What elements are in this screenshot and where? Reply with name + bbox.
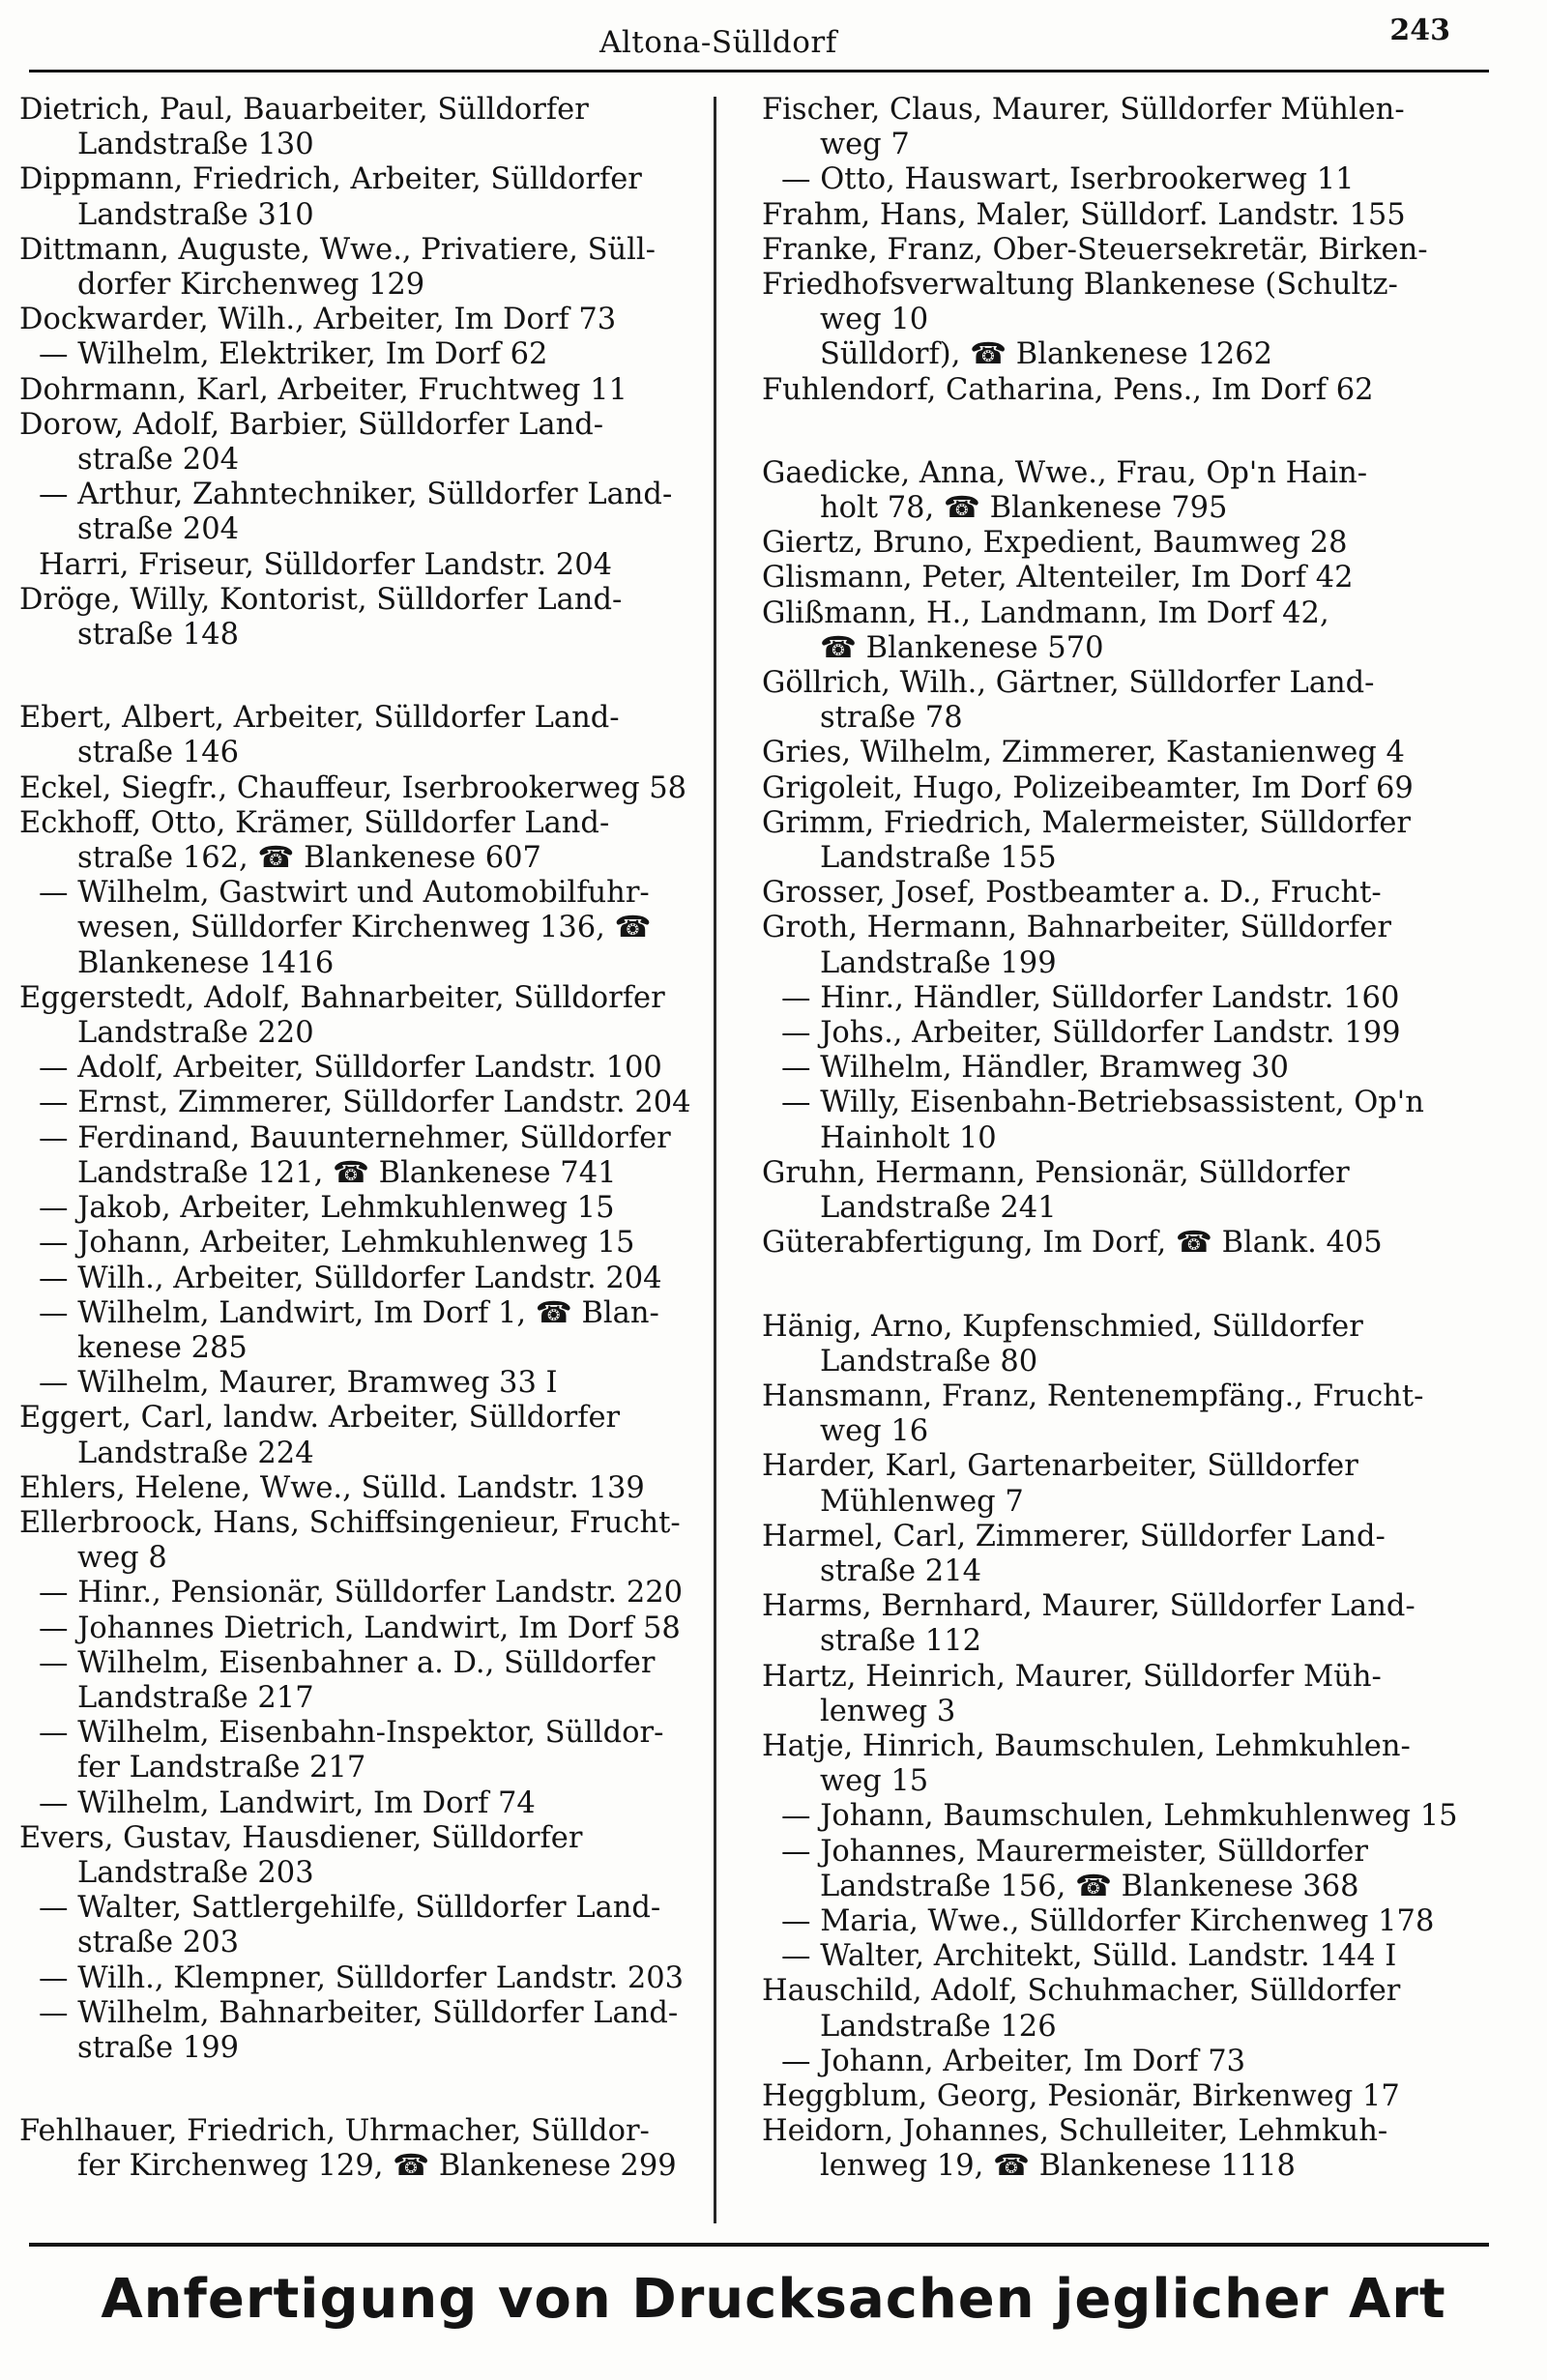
directory-entry: Fischer, Claus, Maurer, Sülldorfer Mühlen- weg 7 [762, 93, 1405, 162]
directory-entry: — Arthur, Zahntechniker, Sülldorfer Land- straße 204 [39, 478, 673, 547]
directory-entry: — Otto, Hauswart, Iserbrookerweg 11 [781, 162, 1355, 197]
directory-entry: — Wilhelm, Bahnarbeiter, Sülldorfer Land- straße 199 [39, 1995, 679, 2065]
directory-entry: Grimm, Friedrich, Malermeister, Sülldorfer Landstraße 155 [762, 805, 1411, 876]
directory-entry: — Wilhelm, Maurer, Bramweg 33 I [39, 1366, 558, 1401]
directory-entry: Heidorn, Johannes, Schulleiter, Lehmkuh- lenweg 19, ☎ Blankenese 1118 [762, 2114, 1388, 2184]
directory-entry: Hauschild, Adolf, Schuhmacher, Sülldorfer Landstraße 126 [762, 1974, 1401, 2044]
directory-entry: — Ferdinand, Bauunternehmer, Sülldorfer Landstraße 121, ☎ Blankenese 741 [39, 1120, 671, 1190]
footer [0, 2243, 1547, 2349]
directory-entry: Harmel, Carl, Zimmerer, Sülldorfer Land- straße 214 [762, 1519, 1386, 1588]
directory-entry: — Johannes Dietrich, Landwirt, Im Dorf 58 [39, 1611, 681, 1645]
footer-rule [29, 2243, 1489, 2247]
directory-entry: Dietrich, Paul, Bauarbeiter, Sülldorfer Landstraße 130 [19, 93, 589, 162]
directory-entry: Grigoleit, Hugo, Polizeibeamter, Im Dorf 69 [762, 770, 1414, 805]
directory-entry: Fehlhauer, Friedrich, Uhrmacher, Sülldor- fer Kirchenweg 129, ☎ Blankenese 299 [19, 2114, 677, 2184]
directory-entry: Frahm, Hans, Maler, Sülldorf. Landstr. 155 [762, 197, 1406, 232]
directory-entry: — Wilhelm, Händler, Bramweg 30 [781, 1051, 1289, 1086]
directory-entry: Eckel, Siegfr., Chauffeur, Iserbrookerweg 58 [19, 770, 687, 805]
directory-entry: Grosser, Josef, Postbeamter a. D., Frucht- [762, 876, 1382, 911]
directory-entry: Hatje, Hinrich, Baumschulen, Lehmkuhlen- weg 15 [762, 1728, 1411, 1799]
directory-entry: Heggblum, Georg, Pesionär, Birkenweg 17 [762, 2078, 1400, 2113]
directory-entry: Eckhoff, Otto, Krämer, Sülldorfer Land- straße 162, ☎ Blankenese 607 [19, 805, 610, 876]
directory-entry: Ebert, Albert, Arbeiter, Sülldorfer Land- straße 146 [19, 701, 620, 770]
directory-entry: — Walter, Sattlergehilfe, Sülldorfer Land- straße 203 [39, 1891, 661, 1960]
directory-entry: Dorow, Adolf, Barbier, Sülldorfer Land- straße 204 [19, 407, 604, 478]
directory-entry: — Wilhelm, Elektriker, Im Dorf 62 [39, 337, 548, 372]
directory-entry: Eggert, Carl, landw. Arbeiter, Sülldorfer Landstraße 224 [19, 1401, 621, 1470]
directory-entry: Gaedicke, Anna, Wwe., Frau, Op'n Hain- holt 78, ☎ Blankenese 795 [762, 455, 1368, 526]
directory-entry: — Johs., Arbeiter, Sülldorfer Landstr. 199 [781, 1016, 1401, 1051]
directory-entry: — Johannes, Maurermeister, Sülldorfer Landstraße 156, ☎ Blankenese 368 [781, 1834, 1368, 1903]
directory-entry: Ehlers, Helene, Wwe., Sülld. Landstr. 139 [19, 1470, 645, 1505]
directory-entry: Evers, Gustav, Hausdiener, Sülldorfer Landstraße 203 [19, 1820, 583, 1890]
directory-entry: Güterabfertigung, Im Dorf, ☎ Blank. 405 [762, 1226, 1383, 1261]
directory-entry: Harri, Friseur, Sülldorfer Landstr. 204 [39, 547, 613, 582]
directory-entry: Dröge, Willy, Kontorist, Sülldorfer Land- straße 148 [19, 582, 623, 653]
directory-entry: — Wilhelm, Gastwirt und Automobilfuhr- wesen, Sülldorfer Kirchenweg 136, ☎ Blankenese 1416 [39, 876, 652, 980]
directory-entry: Göllrich, Wilh., Gärtner, Sülldorfer Land- straße 78 [762, 666, 1375, 736]
directory-entry: Dippmann, Friedrich, Arbeiter, Sülldorfer Landstraße 310 [19, 162, 642, 232]
directory-entry: — Wilh., Klempner, Sülldorfer Landstr. 203 [39, 1960, 685, 1995]
advertisement-banner: Anfertigung von Drucksachen jeglicher Art [101, 2268, 1446, 2331]
directory-entry: Eggerstedt, Adolf, Bahnarbeiter, Sülldorfer Landstraße 220 [19, 980, 665, 1051]
directory-entry: — Johann, Arbeiter, Im Dorf 73 [781, 2044, 1246, 2078]
directory-entry: — Adolf, Arbeiter, Sülldorfer Landstr. 100 [39, 1051, 662, 1086]
directory-entry: Hänig, Arno, Kupfenschmied, Sülldorfer Landstraße 80 [762, 1309, 1363, 1379]
directory-entry: Dittmann, Auguste, Wwe., Privatiere, Süll- dorfer Kirchenweg 129 [19, 232, 656, 303]
directory-entry: — Maria, Wwe., Sülldorfer Kirchenweg 178 [781, 1903, 1435, 1938]
directory-entry: Glißmann, H., Landmann, Im Dorf 42, ☎ Blankenese 570 [762, 595, 1329, 665]
directory-entry: Friedhofsverwaltung Blankenese (Schultz- weg 10 Sülldorf), ☎ Blankenese 1262 [762, 268, 1398, 372]
right-column [752, 93, 1458, 2185]
directory-entry: — Wilhelm, Eisenbahner a. D., Sülldorfer Landstraße 217 [39, 1645, 656, 1715]
directory-entry: Franke, Franz, Ober-Steuersekretär, Birken- [762, 232, 1428, 267]
running-head [0, 14, 1547, 68]
directory-entry: Gries, Wilhelm, Zimmerer, Kastanienweg 4 [762, 736, 1405, 770]
column-divider [714, 97, 716, 2223]
directory-entry: — Wilhelm, Landwirt, Im Dorf 74 [39, 1785, 536, 1820]
directory-entry: Ellerbroock, Hans, Schiffsingenieur, Frucht- weg 8 [19, 1505, 681, 1576]
directory-entry: Harder, Karl, Gartenarbeiter, Sülldorfer Mühlenweg 7 [762, 1449, 1358, 1519]
directory-entry: — Wilhelm, Eisenbahn-Inspektor, Sülldor- fer Landstraße 217 [39, 1716, 664, 1785]
directory-entry: — Walter, Architekt, Sülld. Landstr. 144 I [781, 1939, 1397, 1974]
page-title: Altona-Sülldorf [599, 25, 837, 60]
directory-entry: Giertz, Bruno, Expedient, Baumweg 28 [762, 526, 1348, 561]
directory-entry: Hansmann, Franz, Rentenempfäng., Frucht- weg 16 [762, 1379, 1424, 1449]
page-number: 243 [1389, 14, 1450, 47]
directory-entry: Glismann, Peter, Altenteiler, Im Dorf 42 [762, 561, 1354, 595]
directory-entry: — Hinr., Pensionär, Sülldorfer Landstr. 220 [39, 1576, 684, 1611]
directory-entry: Dohrmann, Karl, Arbeiter, Fruchtweg 11 [19, 372, 628, 407]
directory-entry: — Willy, Eisenbahn-Betriebsassistent, Op'n Hainholt 10 [781, 1086, 1424, 1155]
directory-entry: — Wilh., Arbeiter, Sülldorfer Landstr. 204 [39, 1261, 662, 1295]
directory-entry: Dockwarder, Wilh., Arbeiter, Im Dorf 73 [19, 303, 617, 337]
left-column [10, 93, 715, 2185]
directory-entry: Hartz, Heinrich, Maurer, Sülldorfer Müh- lenweg 3 [762, 1659, 1382, 1728]
directory-entry: Harms, Bernhard, Maurer, Sülldorfer Land- straße 112 [762, 1589, 1416, 1659]
directory-entry: Gruhn, Hermann, Pensionär, Sülldorfer Landstraße 241 [762, 1155, 1350, 1226]
directory-entry: — Hinr., Händler, Sülldorfer Landstr. 160 [781, 980, 1400, 1015]
directory-entry: Fuhlendorf, Catharina, Pens., Im Dorf 62 [762, 372, 1374, 407]
directory-entry: — Ernst, Zimmerer, Sülldorfer Landstr. 204 [39, 1086, 691, 1120]
directory-entry: — Jakob, Arbeiter, Lehmkuhlenweg 15 [39, 1191, 615, 1226]
directory-entry: — Johann, Baumschulen, Lehmkuhlenweg 15 [781, 1799, 1458, 1834]
header-rule [29, 70, 1489, 73]
directory-entry: Groth, Hermann, Bahnarbeiter, Sülldorfer Landstraße 199 [762, 911, 1391, 980]
directory-entry: — Wilhelm, Landwirt, Im Dorf 1, ☎ Blan- kenese 285 [39, 1295, 659, 1365]
directory-entry: — Johann, Arbeiter, Lehmkuhlenweg 15 [39, 1226, 635, 1261]
